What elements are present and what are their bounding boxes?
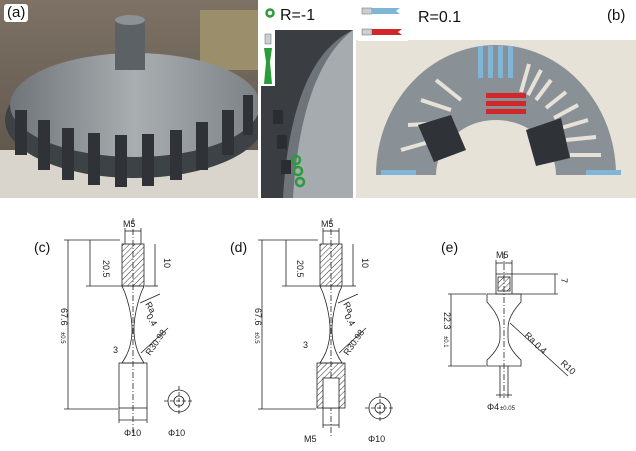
photo-a-illustration <box>0 0 258 198</box>
photo-b-illustration <box>356 0 636 198</box>
technical-drawings <box>0 198 636 451</box>
e-ra-val: 0.4 <box>532 340 549 356</box>
e-total-tol: ±0.1 <box>442 336 448 348</box>
drawing-d <box>230 218 395 436</box>
c-len-top: 20.5 <box>101 260 111 278</box>
d-ra-val: 0.4 <box>342 312 358 328</box>
panel-label-a: (a) <box>4 4 28 22</box>
photo-panel-b <box>356 0 636 198</box>
d-radius: R30.98 <box>341 327 367 358</box>
c-radius: R30.98 <box>143 327 169 358</box>
e-ra: Ra <box>522 330 538 346</box>
c-len-head: 10 <box>162 258 172 269</box>
e-radius: R10 <box>558 358 578 377</box>
c-total-tol: ±0.5 <box>59 332 65 344</box>
drawing-label-d: (d) <box>230 239 248 255</box>
drawing-label-c: (c) <box>34 239 51 255</box>
d-gauge: 3 <box>303 340 309 350</box>
c-ra-val: 0.4 <box>144 312 160 328</box>
red-specimens-b <box>486 93 526 114</box>
c-dia: Φ10 <box>124 428 142 438</box>
legend-specimens-b <box>358 3 408 41</box>
d-len-head: 10 <box>360 258 370 269</box>
e-len-head: 7 <box>559 278 569 284</box>
drawing-c <box>34 218 194 436</box>
e-dia: Φ4 <box>487 402 500 412</box>
d-ra: Ra <box>341 300 356 315</box>
e-total: 22.3 <box>442 312 452 330</box>
c-ra: Ra <box>143 300 158 315</box>
d-total: 67.6 <box>253 308 263 326</box>
panel-label-b: (b) <box>604 7 628 25</box>
photo-panel-middle <box>261 0 353 198</box>
e-dia-tol: ±0.05 <box>500 406 515 412</box>
drawing-label-e: (e) <box>441 239 459 255</box>
photo-middle-illustration <box>261 0 353 198</box>
label-r-neg: R=-1 <box>280 7 316 24</box>
d-total-tol: ±0.5 <box>253 332 259 344</box>
photo-panel-a <box>0 0 258 198</box>
c-thread-label: M5 <box>123 219 136 229</box>
c-gauge: 3 <box>113 345 119 355</box>
e-thread-label: M5 <box>496 250 509 260</box>
c-total: 67.6 <box>59 308 69 326</box>
drawing-e <box>441 239 568 398</box>
d-len-top: 20.5 <box>295 260 305 278</box>
label-r-pos: R=0.1 <box>418 9 462 26</box>
d-dia-end: Φ10 <box>368 434 386 444</box>
d-thread-bottom: M5 <box>304 434 317 444</box>
c-dia-end: Φ10 <box>168 428 186 438</box>
d-thread-label: M5 <box>321 219 334 229</box>
